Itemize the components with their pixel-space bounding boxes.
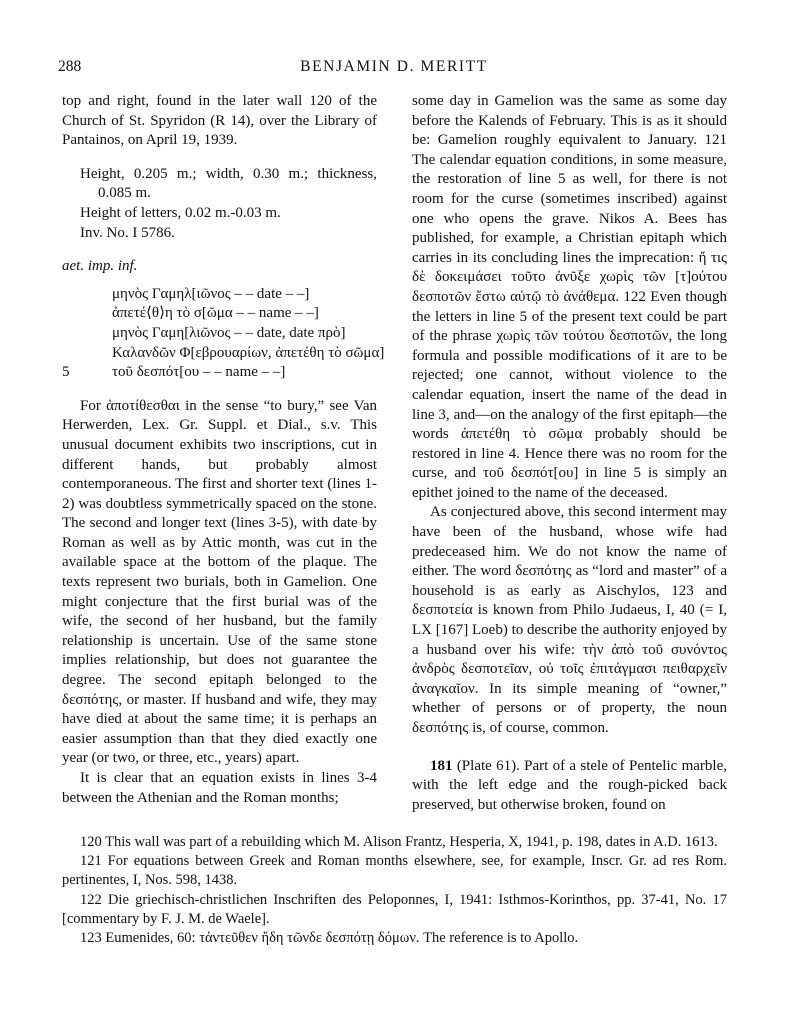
footnotes <box>62 833 727 948</box>
left-column <box>62 92 385 808</box>
inscription-text <box>62 285 385 383</box>
footnote: 121 For equations between Greek and Roman months elsewhere, see, for example, Inscr. Gr. ad res Rom. pertinentes, I, Nos. 598, 1438. <box>62 853 727 889</box>
page-number: 288 <box>58 58 82 75</box>
inscription-line: Καλανδῶν Φ[εβρουαρίων, ἀπετέθη τὸ σῶμα] <box>112 344 385 361</box>
date-label: aet. imp. inf. <box>62 258 138 275</box>
inventory-number: Inv. No. I 5786. <box>80 224 175 241</box>
inscription-line: 5 τοῦ δεσπότ[ου – – name – –] <box>62 363 377 383</box>
line-number: 5 <box>62 364 70 381</box>
paragraph: For ἀποτίθεσθαι in the sense “to bury,” see Van Herwerden, Lex. Gr. Suppl. et Dial., s.v. This unusual document exhibits two inscriptions, cut in different hands, but probably almost contemporaneous. The first and shorter text (lines 1-2) was doubtless symmetrically spaced on the stone. The second and longer text (lines 3-5), with date by Roman as well as by Attic month, was cut in the available space at the bottom of the plaque. The texts represent two burials, both in Gamelion. One might conjecture that the first burial was of the wife, the second of her husband, but the family relationship is uncertain. Use of the same stone implies relationship, but does not guarantee the degree. The second epitaph belonged to the δεσπότης, or master. If husband and wife, they may have died at about the same time; it is perhaps an easier assumption than that they died exactly one year (or two, or three, etc., years) apart. <box>62 397 377 767</box>
paragraph: top and right, found in the later wall 120 of the Church of St. Spyridon (R 14), over the Library of Pantainos, on April 19, 1939. <box>62 93 377 149</box>
inscription-line: μηνὸς Γαμηλ[ιῶνος – – date – –] <box>112 285 310 302</box>
footnote: 123 Eumenides, 60: τἀντεῦθεν ἤδη τῶνδε δεσπότῃ δόμων. The reference is to Apollo. <box>80 930 579 947</box>
page-header <box>58 58 730 80</box>
inscription-line: ἀπετέ⟨θ⟩η τὸ σ[ῶμα – – name – –] <box>112 305 319 322</box>
catalog-entry: 181 (Plate 61). Part of a stele of Pentelic marble, with the left edge and the rough-picked back preserved, but otherwise broken, found on <box>412 757 728 813</box>
dimensions-line: Height, 0.205 m.; width, 0.30 m.; thickness, 0.085 m. <box>80 165 377 202</box>
paragraph: It is clear that an equation exists in lines 3-4 between the Athenian and the Roman months; <box>62 770 377 806</box>
paragraph: As conjectured above, this second interment may have been of the husband, whose wife had predeceased him. We do not know the name of either. The word δεσπότης as “lord and master” of a household is as early as Aischylos, 123 and δεσποτεία is known from Philo Judaeus, I, 40 (= I, LX [167] Loeb) to describe the authority enjoyed by a husband over his wife: τὴν ἀπὸ τοῦ συνόντος ἀνδρὸς δεσποτεῖαν, οὐ τοῖς ἐπιτάγμασι πειθαρχεῖν ἀναγκαῖον. In its simple meaning of “owner,” whether of persons or of property, the noun δεσπότης is, of course, common. <box>412 504 727 736</box>
paragraph: some day in Gamelion was the same as some day before the Kalends of February. This is as it should be: Gamelion roughly equivalent to January. 121 The calendar equation conditions, in some measure, the restoration of line 5 as well, for there is not room for the curse (sometimes inscribed) against one who opens the grave. Nikos A. Bees has published, for example, a Christian epitaph which carries in its concluding lines the imprecation: ἤ τις δὲ δοκειμάσει τοῦτο ἀνῦξε χωρὶς τῶν [τ]ούτου δεσποτῶν ἔστω αὐτῷ τὸ ἀνάθεμα. 122 Even though the letters in line 5 of the present text could be part of the phrase χωρὶς τῶν τούτου δεσποτῶν, the long formula and possible modifications of it are to be rejected; one cannot, without violence to the calendar equation, insert the name of the dead in line 3, and—on the analogy of the first epitaph—the words ἀπετέθη τὸ σῶμα probably should be restored in line 4. Hence there was no room for the curse, and τοῦ δεσπότ[ου] in line 5 is simply an epithet joined to the name of the deceased. <box>412 93 727 501</box>
dimensions-line: Height of letters, 0.02 m.-0.03 m. <box>80 204 281 221</box>
running-title: BENJAMIN D. MERITT <box>300 58 488 75</box>
entry-number: 181 <box>430 757 453 774</box>
inscription-line: μηνὸς Γαμη[λιῶνος – – date, date πρὸ] <box>112 324 346 341</box>
footnote: 120 This wall was part of a rebuilding which M. Alison Frantz, Hesperia, X, 1941, p. 198, dates in A.D. 1613. <box>80 834 718 850</box>
footnote: 122 Die griechisch-christlichen Inschriften des Peloponnes, I, 1941: Isthmos-Korinthos, pp. 37-41, No. 17 [commentary by F. J. M. de Waele]. <box>62 891 727 927</box>
right-column <box>412 92 727 815</box>
